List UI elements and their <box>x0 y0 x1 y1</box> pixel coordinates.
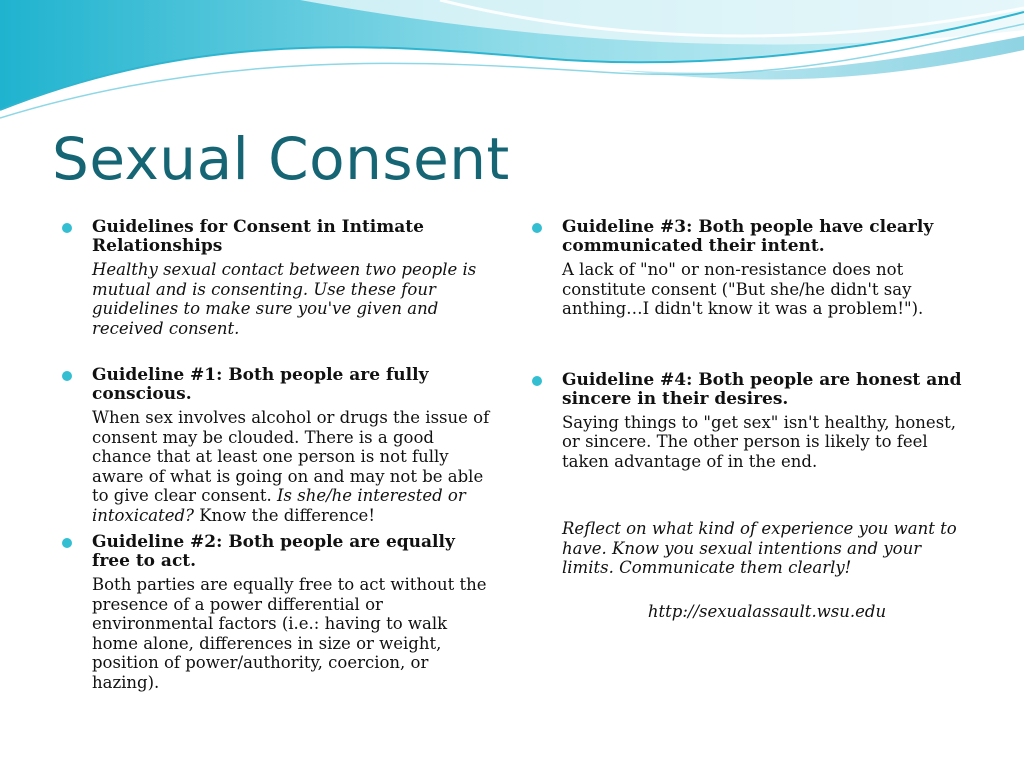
guideline-1-body-text: When sex involves alcohol or drugs the issue of consent may be clouded. There is a good chance that at least one person is not fully aware of what is going on and may not be able to give clear consent. <box>92 408 490 505</box>
left-column <box>62 218 492 692</box>
guideline-2-heading: Guideline #2: Both people are equally free to act. <box>92 532 455 571</box>
guideline-2-body: Both parties are equally free to act without the presence of a power differential or environmental factors (i.e.: having to walk home alone, differences in size or weight, position of power/authority, coercion, or hazing). <box>92 575 487 692</box>
bullet-icon <box>62 223 72 233</box>
guideline-1-item <box>62 366 492 525</box>
bullet-icon <box>62 371 72 381</box>
bullet-icon <box>532 376 542 386</box>
guideline-1-body <box>92 408 492 525</box>
slide-title: Sexual Consent <box>52 125 510 193</box>
guideline-4-item <box>532 371 972 472</box>
guideline-3-heading: Guideline #3: Both people have clearly communicated their intent. <box>562 217 934 256</box>
bullet-icon <box>532 223 542 233</box>
guideline-3-item <box>532 218 972 319</box>
header-wave-decoration <box>0 0 1024 130</box>
intro-item <box>62 218 492 338</box>
reflect-item <box>532 519 972 578</box>
intro-body: Healthy sexual contact between two people is mutual and is consenting. Use these four guidelines to make sure you've given and received consent. <box>92 260 477 338</box>
guideline-1-body-question: Is she/he interested or intoxicated? <box>92 486 466 525</box>
right-column <box>532 218 972 621</box>
bullet-icon <box>62 538 72 548</box>
intro-heading: Guidelines for Consent in Intimate Relationships <box>92 217 424 256</box>
guideline-3-body: A lack of "no" or non-resistance does not constitute consent ("But she/he didn't say anthing…I didn't know it was a problem!"). <box>562 260 924 318</box>
guideline-4-body: Saying things to "get sex" isn't healthy, honest, or sincere. The other person is likely to feel taken advantage of in the end. <box>562 412 957 471</box>
source-link[interactable]: http://sexualassault.wsu.edu <box>647 601 887 621</box>
guideline-1-body-end: Know the difference! <box>199 505 375 525</box>
guideline-2-item <box>62 533 492 692</box>
guideline-1-heading: Guideline #1: Both people are fully conscious. <box>92 365 429 404</box>
reflect-text: Reflect on what kind of experience you want to have. Know you sexual intentions and your limits. Communicate them clearly! <box>562 519 957 577</box>
guideline-4-heading: Guideline #4: Both people are honest and sincere in their desires. <box>562 369 962 409</box>
url-item <box>532 602 972 621</box>
